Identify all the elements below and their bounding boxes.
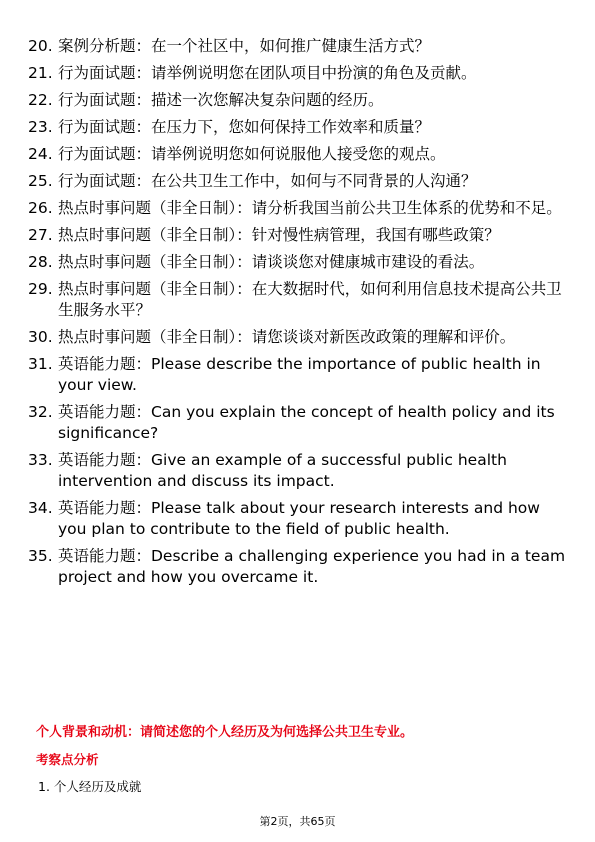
question-number: 35. (28, 547, 53, 565)
page-footer: 第2页，共65页 (259, 815, 336, 828)
question-item (28, 402, 568, 444)
question-item (28, 198, 568, 219)
question-text: 热点时事问题（非全日制）：请分析我国当前公共卫生体系的优势和不足。 (58, 199, 562, 217)
question-item (28, 498, 568, 540)
question-number: 23. (28, 118, 53, 136)
question-text: 热点时事问题（非全日制）：在大数据时代，如何利用信息技术提高公共卫生服务水平？ (58, 280, 562, 319)
question-text: 案例分析题：在一个社区中，如何推广健康生活方式？ (58, 37, 431, 55)
question-number: 21. (28, 64, 53, 82)
question-item (28, 546, 568, 588)
question-item (28, 90, 568, 111)
question-number: 28. (28, 253, 53, 271)
question-item (28, 144, 568, 165)
question-text: 行为面试题：在压力下，您如何保持工作效率和质量？ (58, 118, 431, 136)
section-heading: 个人背景和动机：请简述您的个人经历及为何选择公共卫生专业。 (36, 725, 414, 740)
question-text: 行为面试题：请举例说明您如何说服他人接受您的观点。 (58, 145, 446, 163)
question-text: 行为面试题：描述一次您解决复杂问题的经历。 (58, 91, 384, 109)
question-item (28, 450, 568, 492)
question-item (28, 354, 568, 396)
question-text: 英语能力题：Please talk about your research interests and how you plan to contribute to the field of public health. (58, 499, 540, 538)
question-item (28, 327, 568, 348)
question-item (28, 63, 568, 84)
question-number: 22. (28, 91, 53, 109)
question-number: 27. (28, 226, 53, 244)
question-item (28, 36, 568, 57)
question-number: 31. (28, 355, 53, 373)
question-item (28, 279, 568, 321)
question-text: 行为面试题：在公共卫生工作中，如何与不同背景的人沟通？ (58, 172, 477, 190)
question-number: 24. (28, 145, 53, 163)
question-text: 英语能力题：Please describe the importance of public health in your view. (58, 355, 541, 394)
question-text: 英语能力题：Give an example of a successful public health intervention and discuss its impact. (58, 451, 507, 490)
question-number: 20. (28, 37, 53, 55)
question-number: 25. (28, 172, 53, 190)
question-number: 30. (28, 328, 53, 346)
question-item (28, 252, 568, 273)
question-text: 热点时事问题（非全日制）：请谈谈您对健康城市建设的看法。 (58, 253, 485, 271)
question-text: 热点时事问题（非全日制）：针对慢性病管理，我国有哪些政策？ (58, 226, 500, 244)
question-text: 行为面试题：请举例说明您在团队项目中扮演的角色及贡献。 (58, 64, 477, 82)
question-item (28, 225, 568, 246)
question-number: 32. (28, 403, 53, 421)
analysis-subheading: 考察点分析 (36, 752, 99, 767)
question-text: 英语能力题：Describe a challenging experience you had in a team project and how you overcame it. (58, 547, 566, 586)
question-number: 29. (28, 280, 53, 298)
question-item (28, 171, 568, 192)
question-item (28, 117, 568, 138)
question-text: 热点时事问题（非全日制）：请您谈谈对新医改政策的理解和评价。 (58, 328, 516, 346)
question-number: 26. (28, 199, 53, 217)
question-number: 34. (28, 499, 53, 517)
analysis-list-item: 1. 个人经历及成就 (38, 779, 142, 794)
question-list (28, 36, 568, 594)
question-text: 英语能力题：Can you explain the concept of health policy and its significance? (58, 403, 555, 442)
question-number: 33. (28, 451, 53, 469)
